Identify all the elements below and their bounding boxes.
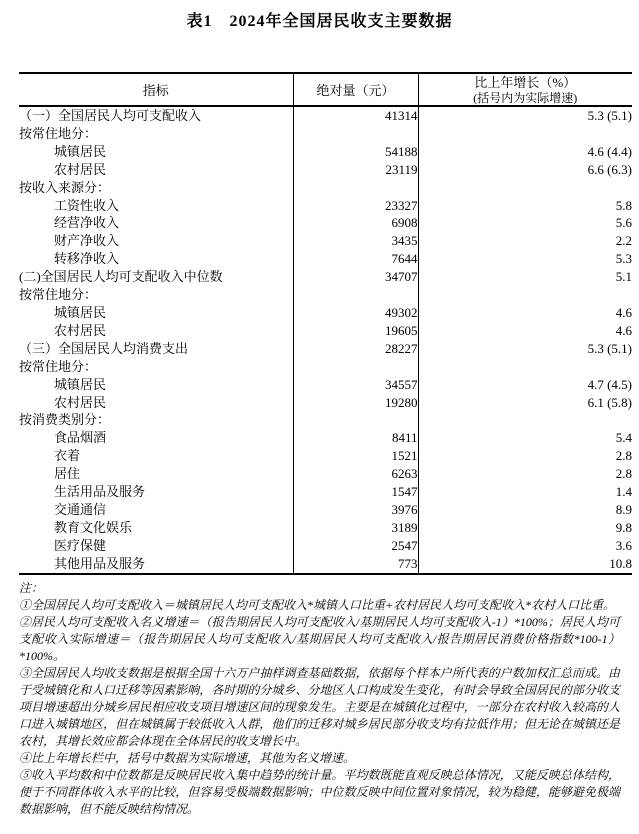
header-growth: [418, 73, 632, 106]
table-row: [19, 555, 632, 574]
row-growth-value: 4.6: [418, 304, 632, 322]
row-absolute-value: 23119: [293, 161, 418, 179]
row-indicator-label: 按常住地分：: [19, 287, 98, 303]
table-row: [19, 161, 632, 179]
table-row: [19, 214, 632, 232]
row-absolute-value: 3435: [293, 232, 418, 250]
table-row: [19, 429, 632, 447]
row-absolute-value: 6263: [293, 465, 418, 483]
row-indicator-label: 按常住地分：: [19, 358, 98, 374]
row-absolute-value: [293, 358, 418, 376]
row-growth-value: 5.3 (5.1): [418, 340, 632, 358]
row-indicator-label: 农村居民: [54, 322, 107, 338]
table-row: [19, 465, 632, 483]
table-row: [19, 125, 632, 143]
row-growth-value: 3.6: [418, 537, 632, 555]
row-growth-value: 5.1: [418, 268, 632, 286]
note-item: ①全国居民人均可支配收入＝城镇居民人均可支配收入*城镇人口比重+农村居民人均可支配收入*农村人口比重。: [19, 597, 616, 612]
table-row: [19, 376, 632, 394]
row-growth-value: [418, 286, 632, 304]
note-item: ⑤收入平均数和中位数都是反映居民收入集中趋势的统计量。平均数既能直观反映总体情况，又能反映总体结构，便于不同群体收入水平的比较，但容易受极端数据影响；中位数反映中间位置对象情况，较为稳健，能够避免极端数据影响，但不能反映结构情况。: [19, 767, 620, 816]
table-row: [19, 250, 632, 268]
header-indicator: 指标: [19, 73, 293, 106]
row-indicator-label: 财产净收入: [54, 233, 120, 249]
row-growth-value: 5.8: [418, 197, 632, 215]
notes-section: [19, 580, 620, 818]
row-indicator-label: 交通通信: [54, 501, 107, 517]
table-row: [19, 304, 632, 322]
table-title: 表1 2024年全国居民收支主要数据: [186, 13, 453, 30]
row-growth-value: [418, 125, 632, 143]
row-indicator-label: 按收入来源分：: [19, 179, 111, 195]
row-absolute-value: 23327: [293, 197, 418, 215]
row-absolute-value: [293, 286, 418, 304]
row-indicator-label: 农村居民: [54, 161, 107, 177]
note-item: ②居民人均可支配收入名义增速＝（报告期居民人均可支配收入/基期居民人均可支配收入-1）*100%；居民人均可支配收入实际增速＝（报告期居民人均可支配收入/基期居民人均可支配收入/报告期居民消费价格指数*100-1）*100%。: [19, 614, 620, 663]
row-indicator-label: （三）全国居民人均消费支出: [19, 340, 189, 356]
notes-list: [19, 597, 620, 818]
header-row: [19, 73, 632, 106]
row-growth-value: 2.8: [418, 465, 632, 483]
table-row: [19, 322, 632, 340]
row-absolute-value: 8411: [293, 429, 418, 447]
table-row: [19, 358, 632, 376]
note-item: ③全国居民人均收支数据是根据全国十六万户抽样调查基础数据，依据每个样本户所代表的户数加权汇总而成。由于受城镇化和人口迁移等因素影响，各时期的分城乡、分地区人口构成发生变化，有时会导致全国居民的部分收支项目增速超出分城乡居民相应收支项目增速区间的现象发生。主要是在城镇化过程中，一部分在农村收入较高的人口进入城镇地区，但在城镇属于较低收入人群，他们的迁移对城乡居民部分收支均有拉低作用；但无论在城镇还是农村，其增长效应都会体现在全体居民的收支增长中。: [19, 665, 620, 748]
row-growth-value: [418, 411, 632, 429]
row-absolute-value: 3189: [293, 519, 418, 537]
row-indicator-label: 居住: [54, 466, 81, 482]
row-growth-value: 6.1 (5.8): [418, 394, 632, 412]
row-absolute-value: 773: [293, 555, 418, 574]
row-indicator-label: 转移净收入: [54, 251, 120, 267]
notes-heading: 注：: [19, 580, 44, 595]
note-item: ④比上年增长栏中，括号中数据为实际增速，其他为名义增速。: [19, 750, 356, 765]
row-growth-value: 5.6: [418, 214, 632, 232]
row-growth-value: 2.2: [418, 232, 632, 250]
row-growth-value: 5.3: [418, 250, 632, 268]
header-absolute-amount: 绝对量（元）: [293, 73, 418, 106]
row-growth-value: 4.6 (4.4): [418, 143, 632, 161]
row-indicator-label: 其他用品及服务: [54, 555, 146, 571]
row-absolute-value: 41314: [293, 106, 418, 125]
row-growth-value: 9.8: [418, 519, 632, 537]
row-growth-value: [418, 179, 632, 197]
row-indicator-label: 城镇居民: [54, 143, 107, 159]
row-indicator-label: 城镇居民: [54, 376, 107, 392]
row-growth-value: 4.7 (4.5): [418, 376, 632, 394]
row-indicator-label: 生活用品及服务: [54, 484, 146, 500]
table-row: [19, 340, 632, 358]
row-absolute-value: 19280: [293, 394, 418, 412]
table-row: [19, 483, 632, 501]
row-growth-value: [418, 358, 632, 376]
table-row: [19, 232, 632, 250]
row-growth-value: 8.9: [418, 501, 632, 519]
row-absolute-value: 7644: [293, 250, 418, 268]
header-growth-line1: 比上年增长（%）: [474, 74, 577, 90]
row-absolute-value: 19605: [293, 322, 418, 340]
row-absolute-value: [293, 411, 418, 429]
row-indicator-label: 食品烟酒: [54, 430, 107, 446]
row-absolute-value: 3976: [293, 501, 418, 519]
row-absolute-value: 34707: [293, 268, 418, 286]
row-absolute-value: 49302: [293, 304, 418, 322]
table-row: [19, 179, 632, 197]
row-indicator-label: 农村居民: [54, 394, 107, 410]
table-row: [19, 537, 632, 555]
table-row: [19, 411, 632, 429]
row-indicator-label: 医疗保健: [54, 537, 107, 553]
table-row: [19, 447, 632, 465]
table-row: [19, 501, 632, 519]
row-indicator-label: (二)全国居民人均可支配收入中位数: [19, 269, 223, 285]
row-absolute-value: 28227: [293, 340, 418, 358]
row-indicator-label: （一）全国居民人均可支配收入: [19, 108, 202, 123]
table-row: [19, 268, 632, 286]
row-growth-value: 5.4: [418, 429, 632, 447]
row-indicator-label: 衣着: [54, 448, 81, 464]
row-indicator-label: 教育文化娱乐: [54, 519, 133, 535]
income-expenditure-table: [19, 72, 632, 575]
row-indicator-label: 经营净收入: [54, 215, 120, 231]
row-growth-value: 4.6: [418, 322, 632, 340]
table-row: [19, 106, 632, 125]
row-growth-value: 10.8: [418, 555, 632, 574]
row-absolute-value: [293, 125, 418, 143]
row-absolute-value: 6908: [293, 214, 418, 232]
row-growth-value: 1.4: [418, 483, 632, 501]
table-row: [19, 143, 632, 161]
row-indicator-label: 按常住地分：: [19, 125, 98, 141]
table-row: [19, 197, 632, 215]
table-row: [19, 519, 632, 537]
row-absolute-value: 1521: [293, 447, 418, 465]
row-absolute-value: 1547: [293, 483, 418, 501]
header-growth-line2: (括号内为实际增速): [473, 90, 578, 105]
row-indicator-label: 工资性收入: [54, 197, 120, 213]
row-absolute-value: 34557: [293, 376, 418, 394]
table-row: [19, 286, 632, 304]
row-indicator-label: 城镇居民: [54, 304, 107, 320]
row-absolute-value: 54188: [293, 143, 418, 161]
row-growth-value: 2.8: [418, 447, 632, 465]
row-growth-value: 5.3 (5.1): [418, 106, 632, 125]
row-growth-value: 6.6 (6.3): [418, 161, 632, 179]
row-indicator-label: 按消费类别分：: [19, 412, 111, 428]
row-absolute-value: 2547: [293, 537, 418, 555]
table-row: [19, 394, 632, 412]
row-absolute-value: [293, 179, 418, 197]
